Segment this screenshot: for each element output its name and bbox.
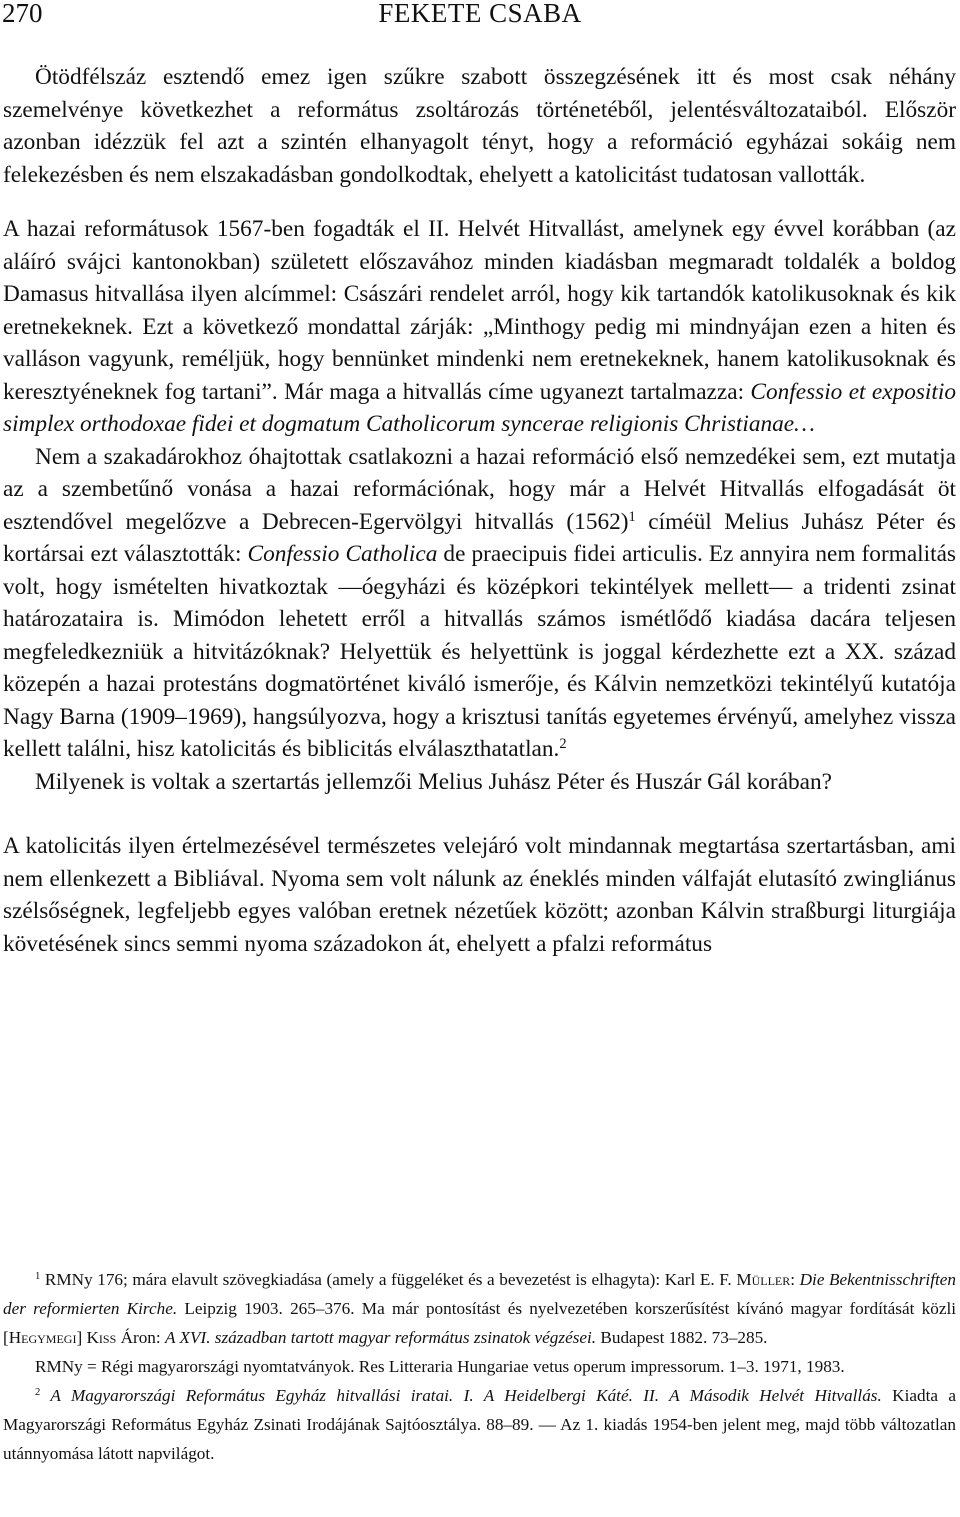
paragraph-text: Ötödfélszáz esztendő emez igen szűkre szabott összegzésének itt és most csak néhány szemelvénye következhet a református zsoltározás történetéből, jelentésváltozataiból. Először azonban idézzük fel azt a szintén elhanyagolt tényt, hogy a reformáció egyházai sokáig nem felekezésben és nem elszakadásban gondolkodtak, ehelyett a katolicitást tudatosan vallották. <box>3 64 956 188</box>
paragraph-text: A hazai reformátusok 1567-ben fogadták el II. Helvét Hitvallást, amelynek egy évvel korábban (az aláíró svájci kantonokban) született előszavához minden kiadásban megmaradt toldalék a boldog Damasus hitvallása ilyen alcímmel: Császári rendelet arról, hogy kik tartandók katolikusoknak és kik eretnekeknek. Ezt a következő mondattal zárják: „Minthogy pedig mi mindnyájan ezen a hiten és valláson vagyunk, reméljük, hogy bennünket mindenki nem eretnekeknek, hanem katolikusoknak és keresztyéneknek fog tartani”. Már maga a hitvallás címe ugyanezt tartalmazza: <box>3 216 956 405</box>
body-text <box>3 61 956 960</box>
page-number: 270 <box>2 0 43 28</box>
paragraph-helvetic-confession <box>3 213 956 441</box>
author-name: Kiss <box>86 1328 117 1347</box>
italic-book-title: A XVI. században tartott magyar református zsinatok végzései. <box>164 1328 597 1347</box>
footnote-text: Kiadta a Magyarországi Református Egyház Zsinati Irodájának Sajtóosztálya. 88–89. — Az 1. kiadás 1954-ben jelent meg, majd több változatlan utánnyomása látott napvilágot. <box>3 1386 956 1463</box>
footnote-text: Áron: <box>116 1328 165 1347</box>
footnotes <box>3 1265 956 1468</box>
paragraph-question <box>3 766 956 799</box>
author-name: Müller <box>736 1270 791 1289</box>
paragraph-liturgy <box>3 830 956 960</box>
paragraph-debrecen-confession <box>3 441 956 766</box>
footnote-text: ] <box>76 1328 87 1347</box>
footnote-mark-1: 1 <box>35 1271 41 1283</box>
footnote-text: Budapest 1882. 73–285. <box>596 1328 768 1347</box>
paragraph-text: Milyenek is voltak a szertartás jellemzői Melius Juhász Péter és Huszár Gál korában? <box>35 768 833 795</box>
italic-latin-title: Confessio Catholica <box>247 541 438 567</box>
running-title: FEKETE CSABA <box>378 0 582 28</box>
paragraph-text: de praecipuis fidei articulis. Ez annyira nem formalitás volt, hogy ismételten hivatkoztak —óegyházi és középkori tekintélyek mellett— a tridenti zsinat határozataira is. Mimódon lehetett erről a hitvallás számos ismétlődő kiadása dacára teljesen megfeledkezniük a hitvitázóknak? Helyettük és helyettünk is joggal kérdezhette ezt a XX. század közepén a hazai protestáns dogmatörténet kiváló ismerője, és Kálvin nemzetközi tekintélyű kutatója Nagy Barna (1909–1969), hangsúlyozva, hogy a krisztusi tanítás egyetemes érvényű, amelyhez vissza kellett találni, hisz katolicitás és biblicitás elválaszthatatlan. <box>3 541 956 762</box>
paragraph-text: címéül Melius Juhász Péter és kortársai ezt választották: <box>3 508 956 567</box>
running-head <box>0 0 960 30</box>
paragraph-text: Nem a szakadárokhoz óhajtottak csatlakozni a hazai reformáció első nemzedékei sem, ezt mutatja az a szembetűnő vonása a hazai reformációnak, hogy már a Helvét Hitvallás elfogadását öt esztendővel megelőzve a Debrecen-Egervölgyi hitvallás (1562) <box>3 443 956 535</box>
footnote-ref-1[interactable]: 1 <box>628 508 636 525</box>
footnote-text: RMNy = Régi magyarországi nyomtatványok. Res Litteraria Hungariae vetus operum impressorum. 1–3. 1971, 1983. <box>35 1357 845 1376</box>
italic-book-title: Die Bekentnisschriften der reformierten Kirche. <box>3 1270 956 1318</box>
paragraph-intro <box>3 61 956 191</box>
footnote-mark-2: 2 <box>35 1387 41 1399</box>
author-name: Hegymegi <box>8 1328 77 1347</box>
footnote-ref-2[interactable]: 2 <box>559 736 567 753</box>
italic-latin-title: Confessio et expositio simplex orthodoxae fidei et dogmatum Catholicorum syncerae religionis Christianae… <box>3 378 956 437</box>
footnote-text: RMNy 176; mára elavult szövegkiadása (amely a függeléket és a bevezetést is elhagyta): Karl E. F. <box>40 1270 737 1289</box>
footnote-text: : <box>790 1270 800 1289</box>
footnote-1 <box>3 1265 956 1352</box>
footnote-2 <box>3 1381 956 1468</box>
footnote-rmny-abbrev <box>3 1352 956 1381</box>
italic-book-title: A Magyarországi Református Egyház hitvallási iratai. I. A Heidelbergi Káté. II. A Második Helvét Hitvallás. <box>40 1386 882 1405</box>
paragraph-text: A katolicitás ilyen értelmezésével természetes velejáró volt mindannak megtartása szertartásban, ami nem ellenkezett a Bibliával. Nyoma sem volt nálunk az éneklés minden válfaját elutasító zwingliánus szélsőségnek, legfeljebb egyes valóban eretnek nézetűek között; azonban Kálvin straßburgi liturgiája követésének sincs semmi nyoma századokon át, ehelyett a pfalzi református <box>3 833 956 957</box>
footnote-text: Leipzig 1903. 265–376. Ma már pontosítást és nyelvezetében korszerűsítést kívánó magyar fordítását közli [ <box>3 1299 957 1347</box>
